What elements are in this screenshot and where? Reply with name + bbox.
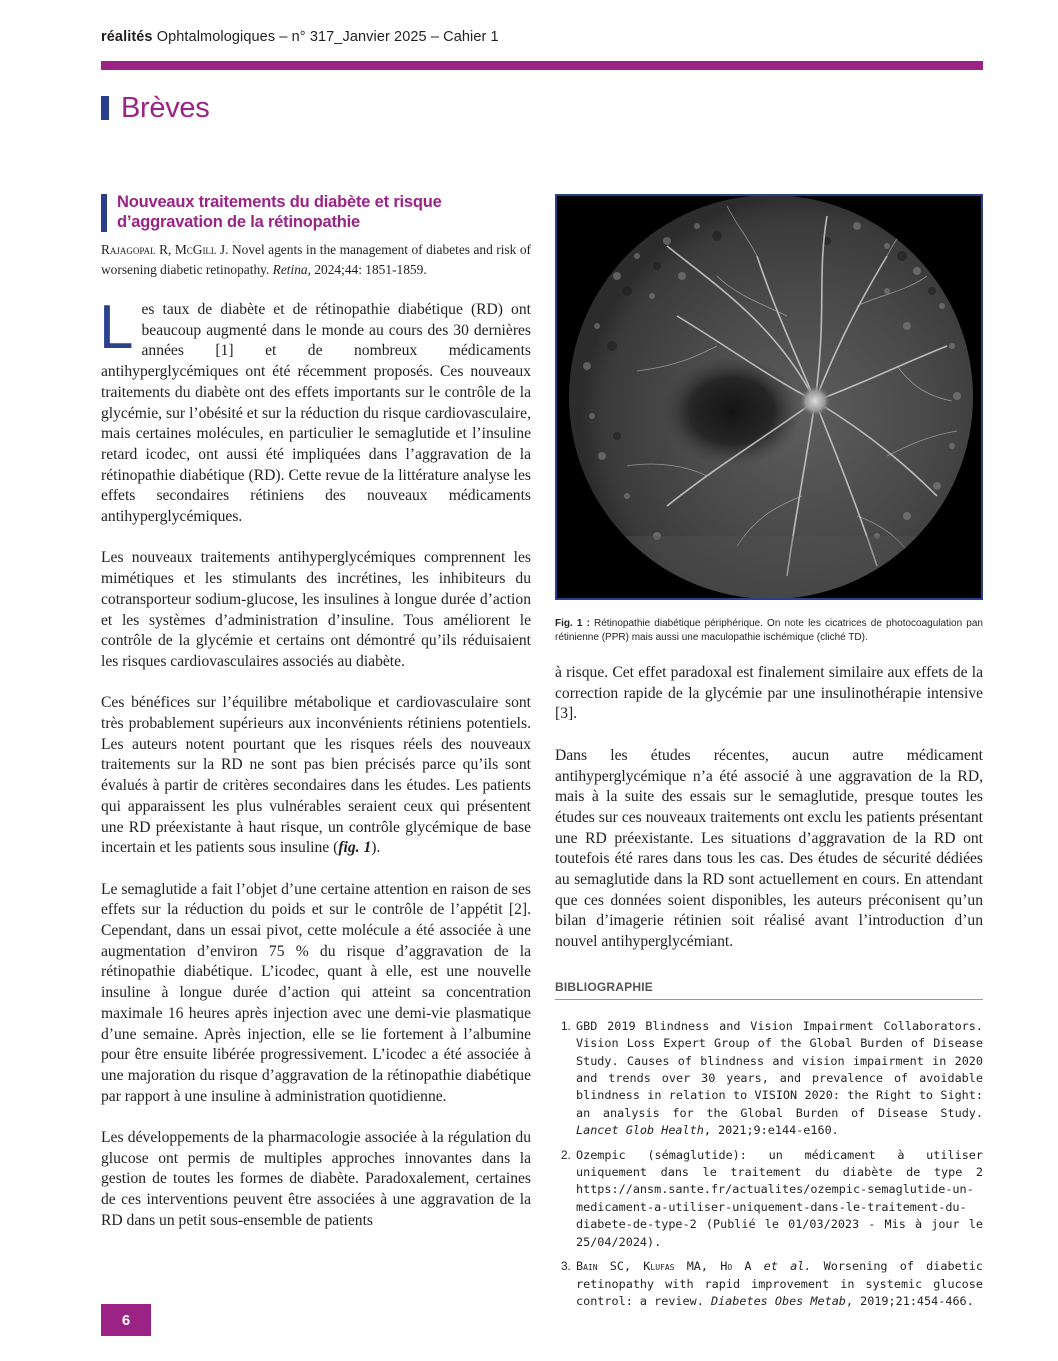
body-paragraph: Les nouveaux traitements antihyperglycémiques comprennent les mimétiques et les stimulants des incrétines, les inhibiteurs du cotransporteur sodium-glucose, les insulines à longue durée d’action et les systèmes d’administration d’insuline. Tous améliorent le contrôle de la glycémie et certains ont démontré qu’ils réduisaient les risques cardiovasculaires associés au diabète. [101,549,531,670]
journal-brand: réalités [101,29,153,45]
item-journal: Diabetes Obes Metab [710,1293,846,1308]
bibliography-heading: BIBLIOGRAPHIE [555,980,983,1000]
article-title-bar [101,194,107,232]
figure-caption [555,617,983,645]
bibliography [555,980,983,1311]
body-paragraph: Dans les études récentes, aucun autre médicament antihyperglycémique n’a été associé à une aggravation de la RD, mais à la suite des essais sur le semaglutide, presque toutes les études sur ces nouveaux traitements ont exclu les patients présentant une RD préexistante. Les situations d’aggravation de la RD ont toutefois été rares dans tous les cas. Des études de sécurité dédiées au semaglutide dans la RD sont actuellement en cours. En attendant que ces données soient disponibles, les auteurs préconisent qu’un bilan d’imagerie rétinien soit réalisé avant l’introduction d’un nouvel antihyperglycémiant. [555,746,983,951]
header-rule [101,61,983,70]
section-title-text: Brèves [121,91,210,124]
item-author: Ho [720,1259,733,1274]
section-title-bar [101,96,109,120]
left-column [101,192,531,1232]
item-text: GBD 2019 Blindness and Vision Impairment Collaborators. Vision Loss Expert Group of the Global Burden of Disease Study. Causes of blindness and vision impairment in 2020 and trends over 30 years, and prevalence of avoidable blindness in relation to VISION 2020: the Right to Sight: an analysis for the Global Burden of Disease Study. [576,1018,983,1120]
item-number: 3. [561,1259,571,1274]
ref-author: Rajagopal [101,242,156,257]
drop-cap: L [99,293,134,362]
ref-author-initial: R, [155,242,175,257]
body-paragraph: à risque. Cet effet paradoxal est finalement similaire aux effets de la correction rapide de la glycémie par une insulinothérapie intensive [3]. [555,664,983,723]
item-citation: , 2021;9:e144-e160. [703,1123,839,1138]
item-author-initial: A [732,1259,764,1274]
item-journal: Lancet Glob Health [576,1123,704,1138]
article-body-left [99,293,531,1232]
item-author-initial: MA, [674,1259,721,1274]
item-citation: , 2019;21:454-466. [845,1293,974,1308]
ref-author: McGill [174,242,217,257]
paragraph-text: Ces bénéfices sur l’équilibre métabolique et cardiovasculaire sont très probablement supérieurs aux inconvénients rétiniens potentiels. Les auteurs notent pourtant que les risques réels des nouveaux traitements sur la RD ne sont pas bien précisés parce qu’ils sont évalués à partir de critères secondaires dans les études. Les patients qui apparaissent les plus vulnérables seraient ceux qui présentent une RD préexistante à haut risque, un contrôle glycémique de base incertain et les patients sous insuline ( [101,694,531,857]
body-paragraph [101,693,531,859]
bibliography-item [555,1147,983,1251]
article-title [101,192,531,232]
body-paragraph: Les développements de la pharmacologie associée à la régulation du glucose ont permis de multiples approches innovantes dans la gestion de toutes les formes de diabète. Paradoxalement, certaines de ces interventions peuvent être associées à une aggravation de la RD dans un petit sous-ensemble de patients [101,1129,531,1229]
figure-caption-text: Rétinopathie diabétique périphérique. On note les cicatrices de photocoagulation pan rétinienne (PPR) mais aussi une maculopathie ischémique (cliché TD). [555,618,983,643]
article-reference [101,240,531,280]
bibliography-list [555,1018,983,1311]
body-paragraph [99,293,531,528]
figure-reference-link[interactable]: fig. 1 [338,839,372,857]
section-title [101,90,209,126]
ref-citation: , 2024;44: 1851-1859. [307,262,427,277]
item-author-initial: SC, [597,1259,644,1274]
item-number: 1. [561,1018,571,1033]
bibliography-item [555,1258,983,1310]
item-number: 2. [561,1147,571,1162]
item-text: Worsening of diabetic retinopathy with rapid improvement in systemic glucose control: a review. [576,1259,983,1308]
issue-info: Ophtalmologiques – n° 317_Janvier 2025 – Cahier 1 [152,29,499,45]
ref-title: J. Novel agents in the management of diabetes and risk of worsening diabetic retinopathy. [101,242,531,277]
item-author: Bain [576,1259,598,1274]
retina-illustration [557,196,981,598]
right-column [555,663,983,1317]
running-header [101,29,499,45]
item-author: Klufas [643,1259,675,1274]
item-text: Ozempic (sémaglutide): un médicament à utiliser uniquement dans le traitement du diabète de type 2 https://ansm.sante.fr/actualites/ozempic-semaglutide-un-medicament-a-utiliser-uniquement-dans-le-traitement-du-diabete-de-type-2 (Publié le 01/03/2023 - Mis à jour le 25/04/2024). [576,1147,983,1249]
paragraph-text: es taux de diabète et de rétinopathie diabétique (RD) ont beaucoup augmenté dans le monde au cours des 30 dernières années [1] et de nombreux médicaments antihyperglycémiques ont été récemment proposés. Ces nouveaux traitements du diabète ont des effets importants sur le contrôle de la glycémie, sur l’obésité et sur la réduction du risque cardiovasculaire, mais certaines molécules, en particulier le semaglutide et l’insuline retard icodec, ont aussi été impliquées dans l’aggravation de la rétinopathie diabétique (RD). Cette revue de la littérature analyse les effets secondaires rétiniens des nouveaux médicaments antihyperglycémiques. [101,301,531,526]
paragraph-text: ). [371,839,381,857]
item-etal: et al. [763,1259,812,1274]
bibliography-item [555,1018,983,1140]
body-paragraph: Le semaglutide a fait l’objet d’une certaine attention en raison de ses effets sur la réduction du poids et sur le contrôle de l’appétit [2]. Cependant, dans un essai pivot, cette molécule a été associée à une augmentation d’environ 75 % du risque d’aggravation de la rétinopathie diabétique. L’icodec, quant à elle, est une nouvelle insuline à longue durée d’action qui atteint sa concentration maximale 16 heures après injection avec une demi-vie plasmatique d’une semaine. Après injection, elle se lie fortement à l’albumine pour être ensuite libérée progressivement. L’icodec a été associée à une majoration du risque d’aggravation de la rétinopathie diabétique par rapport à une insuline à administration quotidienne. [101,880,531,1105]
figure-label: Fig. 1 : [555,618,590,629]
page-number: 6 [101,1304,151,1336]
article-title-text: Nouveaux traitements du diabète et risque d’aggravation de la rétinopathie [117,193,442,231]
fundus-angiography-image [555,194,983,600]
ref-journal: Retina [272,262,308,277]
